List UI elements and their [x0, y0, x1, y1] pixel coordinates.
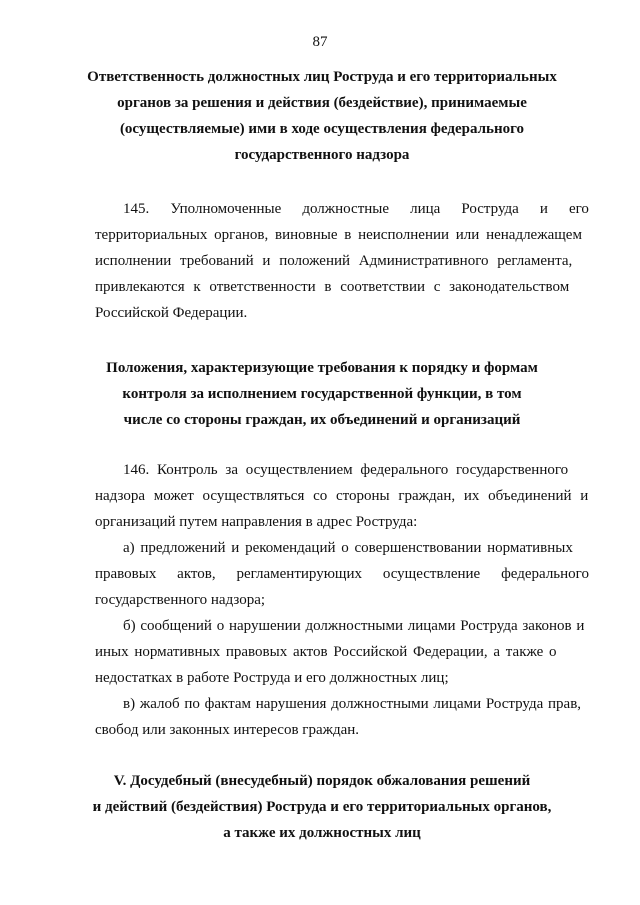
heading-line: контроля за исполнением государственной функции, в том [122, 386, 522, 402]
word: Уполномоченные [170, 201, 282, 217]
section-heading-control [60, 355, 584, 433]
list-item-b [95, 613, 589, 691]
paragraph-146 [95, 457, 589, 535]
word: и [539, 201, 548, 217]
list-item-c [95, 691, 589, 743]
list-item-a [95, 535, 589, 613]
paragraph-line: свобод или законных интересов граждан. [95, 722, 360, 738]
paragraph-line: исполнении требований и положений Административного регламента, [95, 253, 573, 269]
word: федерального [501, 566, 589, 582]
paragraph-line [95, 561, 589, 587]
word: Роструда [461, 201, 519, 217]
paragraph-line: в) жалоб по фактам нарушения должностными лицами Роструда прав, [123, 696, 582, 712]
page-number: 87 [312, 34, 328, 50]
heading-line: государственного надзора [234, 147, 410, 163]
heading-line: V. Досудебный (внесудебный) порядок обжалования решений [113, 773, 531, 789]
paragraph-line: государственного надзора; [95, 592, 266, 608]
paragraph-line: недостатках в работе Роструда и его должностных лиц; [95, 670, 449, 686]
paragraph-line: привлекаются к ответственности в соответствии с законодательством [95, 279, 570, 295]
word: 145. [123, 201, 150, 217]
word: лица [410, 201, 441, 217]
heading-line: а также их должностных лиц [223, 825, 421, 841]
heading-line: (осуществляемые) ими в ходе осуществления федерального [119, 121, 525, 137]
paragraph-145 [95, 196, 589, 326]
word: осуществление [382, 566, 481, 582]
paragraph-line: Российской Федерации. [95, 305, 248, 321]
heading-line: органов за решения и действия (бездействие), принимаемые [117, 95, 527, 111]
paragraph-line [95, 196, 589, 222]
paragraph-line: иных нормативных правовых актов Российской Федерации, а также о [95, 644, 557, 660]
word: регламентирующих [236, 566, 362, 582]
paragraph-line: 146. Контроль за осуществлением федерального государственного [123, 462, 569, 478]
word: актов, [177, 566, 216, 582]
paragraph-line: надзора может осуществляться со стороны граждан, их объединений и [95, 488, 589, 504]
paragraph-line: территориальных органов, виновные в неисполнении или ненадлежащем [95, 227, 582, 243]
section-heading-responsibility [60, 64, 584, 168]
heading-line: Ответственность должностных лиц Роструда и его территориальных [87, 69, 557, 85]
word: должностные [302, 201, 390, 217]
heading-line: числе со стороны граждан, их объединений и организаций [123, 412, 521, 428]
paragraph-line: а) предложений и рекомендаций о совершенствовании нормативных [123, 540, 573, 556]
section-heading-appeal [60, 768, 584, 846]
heading-line: Положения, характеризующие требования к порядку и формам [106, 360, 538, 376]
paragraph-line: организаций путем направления в адрес Роструда: [95, 514, 418, 530]
heading-line: и действий (бездействия) Роструда и его территориальных органов, [92, 799, 552, 815]
word: правовых [95, 566, 157, 582]
word: его [568, 201, 589, 217]
paragraph-line: б) сообщений о нарушении должностными лицами Роструда законов и [123, 618, 585, 634]
